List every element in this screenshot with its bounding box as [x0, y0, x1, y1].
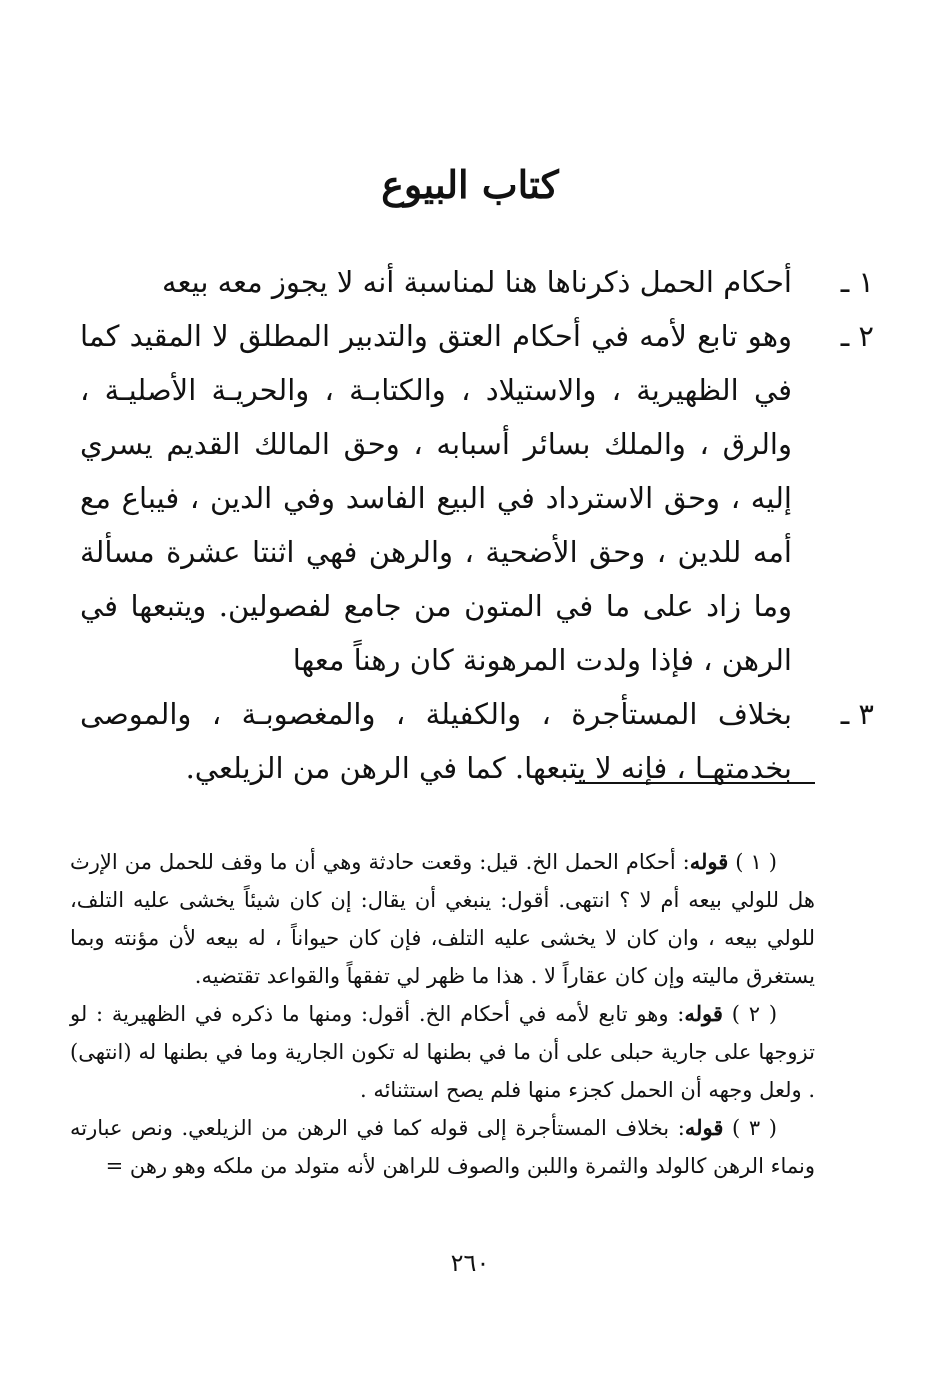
main-entry-2 — [80, 309, 874, 687]
footnote-number: ( ٣ ) — [732, 1116, 777, 1140]
main-text — [80, 255, 874, 795]
page-title: كتاب البيوع — [381, 162, 559, 207]
footnote-text: : وهو تابع لأمه في أحكام الخ. أقول: ومنها ما ذكره في الظهيرية : لو تزوجها على جارية حبلى على أن ما في بطنها له تكون الجارية وما في بطنها له (انتهى) . ولعل وجهه أن الحمل كجزء منها فلم يصح استثنائه . — [70, 1002, 815, 1102]
footnote-number: ( ٢ ) — [731, 1002, 778, 1026]
footnote-2 — [70, 995, 815, 1109]
footnote-separator — [575, 782, 815, 784]
main-entry-1 — [80, 255, 874, 309]
main-entry-3 — [80, 687, 874, 795]
footnotes — [70, 843, 815, 1185]
footnote-number: ( ١ ) — [735, 850, 777, 874]
footnote-1 — [70, 843, 815, 995]
entry-number: ٢ ـ — [840, 319, 874, 353]
entry-text: وهو تابع لأمه في أحكام العتق والتدبير المطلق لا المقيد كما في الظهيرية ، والاستيلاد ، والكتابـة ، والحريـة الأصليـة ، والرق ، والملك بسائر أسبابه ، وحق المالك القديم يسري إليه ، وحق الاسترداد في البيع الفاسد وفي الدين ، فيباع مع أمه للدين ، وحق الأضحية ، والرهن فهي اثنتا عشرة مسألة وما زاد على ما في المتون من جامع لفصولين. ويتبعها في الرهن ، فإذا ولدت المرهونة كان رهناً معها — [80, 319, 792, 677]
entry-text: أحكام الحمل ذكرناها هنا لمناسبة أنه لا يجوز معه بيعه — [162, 265, 792, 299]
footnote-text: : بخلاف المستأجرة إلى قوله كما في الرهن من الزيلعي. ونص عبارته ونماء الرهن كالولد والثمرة واللبن والصوف للراهن لأنه متولد من ملكه وهو رهن = — [70, 1116, 815, 1178]
entry-text: بخلاف المستأجرة ، والكفيلة ، والمغصوبـة ، والموصى بخدمتهـا ، فإنه لا يتبعها. كما في الرهن من الزيلعي. — [80, 697, 792, 785]
footnote-label: قوله — [689, 849, 729, 874]
entry-number: ١ ـ — [840, 265, 874, 299]
entry-number: ٣ ـ — [840, 697, 874, 731]
footnote-label: قوله — [684, 1115, 724, 1140]
page-number: ٢٦٠ — [450, 1249, 490, 1277]
footnote-label: قوله — [684, 1001, 723, 1026]
footnote-3 — [70, 1109, 815, 1185]
footnote-text: : أحكام الحمل الخ. قيل: وقعت حادثة وهي أن ما وقف للحمل من الإرث هل للولي بيعه أم لا ؟ انتهى. أقول: ينبغي أن يقال: إن كان شيئاً يخشى عليه التلف، للولي بيعه ، وان كان لا يخشى عليه التلف، فإن كان حيواناً ، له بيعه لأن مؤنته وبما يستغرق ماليته وإن كان عقاراً لا . هذا ما ظهر لي تفقهاً والقواعد تقتضيه. — [70, 850, 815, 988]
